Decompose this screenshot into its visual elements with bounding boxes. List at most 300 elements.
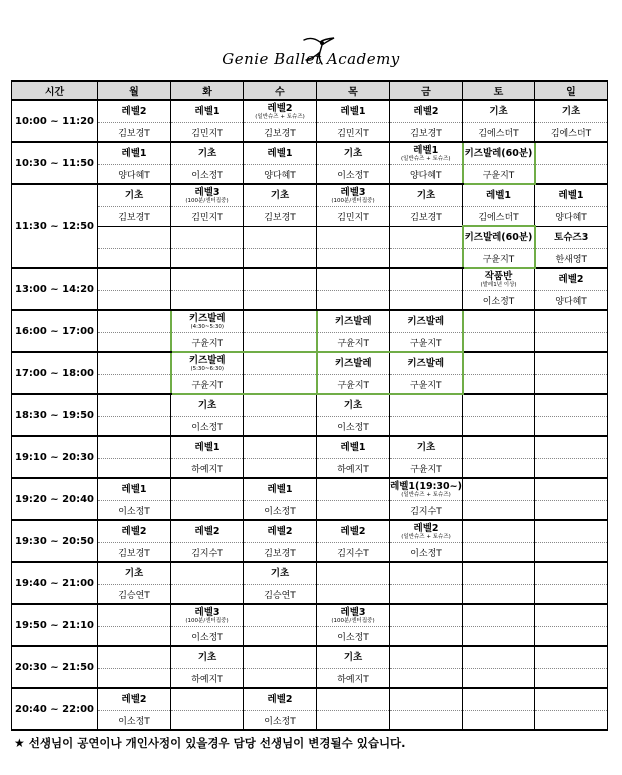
- timetable-row: [12, 268, 608, 291]
- class-cell: [317, 310, 390, 333]
- class-cell: [244, 688, 317, 711]
- timetable-row: [12, 543, 608, 563]
- teacher-name: 이소정T: [482, 296, 515, 307]
- class-cell: [244, 352, 317, 375]
- teacher-cell: [390, 669, 463, 689]
- class-cell: [317, 226, 390, 249]
- teacher-cell: [98, 123, 171, 143]
- teacher-name: 구윤지T: [409, 380, 442, 391]
- time-slot: 11:30 ~ 12:50: [12, 184, 98, 268]
- teacher-cell: [244, 291, 317, 311]
- timetable-row: [12, 711, 608, 731]
- teacher-cell: [98, 165, 171, 185]
- teacher-name: 구윤지T: [337, 338, 370, 349]
- notice-text: 선생님이 공연이나 개인사정이 있을경우 담당 선생님이 변경될수 있습니다.: [28, 736, 406, 750]
- teacher-cell: [463, 249, 535, 269]
- teacher-cell: [244, 417, 317, 437]
- logo-text: Genie Ballet Academy: [222, 50, 400, 68]
- teacher-cell: [171, 501, 244, 521]
- teacher-cell: [171, 165, 244, 185]
- class-cell: [171, 310, 244, 333]
- class-cell: [171, 562, 244, 585]
- teacher-name: 이소정T: [191, 422, 223, 433]
- teacher-name: 양다혜T: [264, 170, 296, 181]
- class-name: 레벨3: [340, 186, 366, 198]
- class-cell: [535, 604, 608, 627]
- header-day: 일: [535, 81, 608, 100]
- class-cell: [535, 310, 608, 333]
- class-name: 기초: [270, 190, 290, 201]
- class-name: 레벨2: [121, 106, 147, 117]
- class-name: 레벨1: [340, 442, 366, 453]
- class-cell: [390, 226, 463, 249]
- class-cell: [244, 310, 317, 333]
- class-cell: [317, 436, 390, 459]
- teacher-cell: [463, 627, 535, 647]
- class-cell: [463, 310, 535, 333]
- class-cell: [317, 478, 390, 501]
- teacher-cell: [317, 207, 390, 227]
- class-name: 기초: [343, 400, 363, 411]
- class-cell: [535, 394, 608, 417]
- teacher-name: 양다혜T: [555, 212, 587, 223]
- class-cell: [171, 226, 244, 249]
- teacher-name: 구윤지T: [410, 464, 442, 475]
- teacher-cell: [317, 585, 390, 605]
- class-cell: [244, 646, 317, 669]
- class-cell: [463, 478, 535, 501]
- teacher-cell: [244, 627, 317, 647]
- teacher-name: 하예지T: [337, 464, 369, 475]
- class-note: (4:30~5:30): [190, 323, 225, 330]
- class-name: 레벨1: [267, 148, 293, 159]
- teacher-name: 하예지T: [191, 674, 223, 685]
- timetable-row: [12, 142, 608, 165]
- class-note: (발레1년 이상): [480, 281, 517, 288]
- class-note: (100분/센터집중): [185, 197, 229, 204]
- teacher-cell: [317, 627, 390, 647]
- teacher-cell: [390, 543, 463, 563]
- class-cell: [535, 436, 608, 459]
- teacher-cell: [171, 333, 244, 353]
- teacher-cell: [244, 501, 317, 521]
- teacher-name: 구윤지T: [482, 170, 515, 181]
- class-cell: [390, 184, 463, 207]
- class-cell: [535, 268, 608, 291]
- weekday-header-row: [12, 81, 608, 100]
- time-slot: 16:00 ~ 17:00: [12, 310, 98, 352]
- class-cell: [463, 562, 535, 585]
- teacher-cell: [171, 207, 244, 227]
- teacher-name: 김보경T: [118, 212, 150, 223]
- teacher-name: 하예지T: [337, 674, 369, 685]
- class-cell: [463, 352, 535, 375]
- teacher-cell: [390, 123, 463, 143]
- timetable-row: [12, 646, 608, 669]
- teacher-cell: [463, 333, 535, 353]
- teacher-cell: [463, 123, 535, 143]
- class-name: 레벨3: [194, 186, 220, 198]
- class-name: 레벨3: [194, 606, 220, 618]
- class-cell: [98, 604, 171, 627]
- teacher-cell: [98, 669, 171, 689]
- class-name: 기초: [416, 190, 436, 201]
- class-cell: [463, 436, 535, 459]
- class-cell: [463, 394, 535, 417]
- academy-logo: [0, 36, 622, 76]
- class-cell: [317, 604, 390, 627]
- teacher-cell: [98, 585, 171, 605]
- class-cell: [535, 562, 608, 585]
- timetable-row: [12, 501, 608, 521]
- timetable-row: [12, 436, 608, 459]
- class-cell: [317, 100, 390, 123]
- teacher-cell: [390, 417, 463, 437]
- class-name: 기초: [270, 568, 290, 579]
- class-name: 레벨1: [194, 442, 220, 453]
- teacher-cell: [98, 375, 171, 395]
- teacher-cell: [171, 249, 244, 269]
- teacher-cell: [463, 501, 535, 521]
- class-name: 키즈발레: [407, 316, 445, 327]
- timetable-row: [12, 310, 608, 333]
- class-name: 키즈발레: [188, 354, 226, 366]
- header-time: 시간: [12, 81, 98, 100]
- teacher-cell: [317, 249, 390, 269]
- teacher-cell: [98, 459, 171, 479]
- class-name: 레벨2: [121, 694, 147, 705]
- class-cell: [244, 478, 317, 501]
- time-slot: 19:20 ~ 20:40: [12, 478, 98, 520]
- teacher-name: 구윤지T: [191, 338, 224, 349]
- class-cell: [390, 352, 463, 375]
- class-name: 레벨2: [267, 694, 293, 705]
- class-note: (100분/센터집중): [331, 197, 375, 204]
- class-cell: [463, 268, 535, 291]
- teacher-cell: [317, 375, 390, 395]
- teacher-cell: [390, 165, 463, 185]
- class-cell: [535, 352, 608, 375]
- class-cell: [98, 436, 171, 459]
- class-note: (일반슈즈 + 토슈즈): [401, 533, 451, 540]
- class-cell: [244, 268, 317, 291]
- class-cell: [463, 604, 535, 627]
- class-name: 레벨3: [340, 606, 366, 618]
- timetable-row: [12, 520, 608, 543]
- teacher-cell: [463, 585, 535, 605]
- class-cell: [98, 226, 171, 249]
- class-name: 레벨2: [267, 102, 293, 114]
- teacher-cell: [317, 291, 390, 311]
- class-cell: [535, 100, 608, 123]
- teacher-cell: [463, 711, 535, 731]
- teacher-cell: [317, 123, 390, 143]
- class-name: 레벨2: [558, 274, 584, 285]
- teacher-name: 김지수T: [337, 548, 369, 559]
- teacher-cell: [244, 711, 317, 731]
- class-cell: [244, 436, 317, 459]
- teacher-name: 김보경T: [118, 548, 150, 559]
- class-note: (100분/센터집중): [185, 617, 229, 624]
- teacher-cell: [244, 123, 317, 143]
- class-cell: [390, 562, 463, 585]
- teacher-name: 구윤지T: [337, 380, 370, 391]
- teacher-cell: [98, 417, 171, 437]
- header-day: 토: [463, 81, 535, 100]
- teacher-cell: [317, 333, 390, 353]
- class-name: 기초: [561, 106, 581, 117]
- teacher-cell: [244, 459, 317, 479]
- time-slot: 18:30 ~ 19:50: [12, 394, 98, 436]
- teacher-cell: [390, 207, 463, 227]
- teacher-cell: [535, 333, 608, 353]
- teacher-name: 김민지T: [191, 212, 223, 223]
- teacher-name: 김보경T: [410, 128, 442, 139]
- class-cell: [244, 226, 317, 249]
- teacher-cell: [390, 249, 463, 269]
- teacher-cell: [244, 669, 317, 689]
- class-cell: [390, 310, 463, 333]
- class-cell: [317, 142, 390, 165]
- class-cell: [98, 184, 171, 207]
- teacher-cell: [390, 501, 463, 521]
- class-cell: [317, 268, 390, 291]
- timetable-row: [12, 123, 608, 143]
- class-name: 레벨1: [340, 106, 366, 117]
- class-cell: [244, 142, 317, 165]
- timetable-row: [12, 184, 608, 207]
- class-cell: [98, 520, 171, 543]
- timetable-row: [12, 375, 608, 395]
- class-cell: [463, 688, 535, 711]
- teacher-name: 이소정T: [191, 632, 223, 643]
- class-cell: [171, 688, 244, 711]
- header-day: 월: [98, 81, 171, 100]
- class-name: 토슈즈3: [554, 231, 589, 243]
- class-cell: [171, 184, 244, 207]
- teacher-cell: [244, 333, 317, 353]
- class-cell: [171, 352, 244, 375]
- teacher-cell: [171, 585, 244, 605]
- class-note: (일반슈즈 + 토슈즈): [255, 113, 305, 120]
- class-name: 레벨2: [413, 106, 439, 117]
- teacher-name: 양다혜T: [555, 296, 587, 307]
- timetable-row: [12, 291, 608, 311]
- teacher-name: 구윤지T: [409, 338, 442, 349]
- teacher-name: 김에스더T: [550, 128, 592, 139]
- class-cell: [535, 478, 608, 501]
- teacher-cell: [535, 585, 608, 605]
- teacher-name: 이소정T: [191, 170, 223, 181]
- teacher-cell: [244, 165, 317, 185]
- teacher-cell: [535, 627, 608, 647]
- time-slot: 13:00 ~ 14:20: [12, 268, 98, 310]
- teacher-cell: [98, 333, 171, 353]
- class-cell: [98, 688, 171, 711]
- teacher-cell: [390, 333, 463, 353]
- teacher-name: 김보경T: [410, 212, 442, 223]
- teacher-cell: [171, 375, 244, 395]
- teacher-name: 김보경T: [264, 548, 296, 559]
- teacher-cell: [535, 543, 608, 563]
- teacher-cell: [390, 291, 463, 311]
- time-slot: 10:00 ~ 11:20: [12, 100, 98, 142]
- header-day: 수: [244, 81, 317, 100]
- class-name: 레벨1: [413, 144, 439, 156]
- timetable-row: [12, 478, 608, 501]
- class-name: 레벨1: [486, 190, 511, 201]
- class-name: 레벨2: [267, 526, 293, 537]
- class-cell: [390, 688, 463, 711]
- teacher-name: 김민지T: [337, 128, 369, 139]
- teacher-cell: [98, 207, 171, 227]
- class-cell: [244, 562, 317, 585]
- class-cell: [171, 436, 244, 459]
- teacher-cell: [244, 207, 317, 227]
- class-name: 키즈발레: [334, 358, 372, 369]
- class-cell: [463, 100, 535, 123]
- teacher-name: 구윤지T: [191, 380, 224, 391]
- class-cell: [317, 394, 390, 417]
- class-name: 레벨2: [194, 526, 220, 537]
- class-cell: [390, 646, 463, 669]
- teacher-name: 이소정T: [410, 548, 442, 559]
- teacher-cell: [317, 501, 390, 521]
- teacher-name: 이소정T: [118, 716, 150, 727]
- class-cell: [171, 646, 244, 669]
- time-slot: 19:50 ~ 21:10: [12, 604, 98, 646]
- teacher-cell: [535, 291, 608, 311]
- class-name: 레벨1: [121, 484, 147, 495]
- footer-notice: [14, 735, 406, 751]
- teacher-cell: [535, 165, 608, 185]
- class-cell: [98, 478, 171, 501]
- timetable-row: [12, 459, 608, 479]
- teacher-cell: [390, 627, 463, 647]
- class-cell: [535, 688, 608, 711]
- class-cell: [317, 646, 390, 669]
- class-cell: [98, 268, 171, 291]
- timetable-row: [12, 249, 608, 269]
- class-cell: [244, 520, 317, 543]
- teacher-name: 김민지T: [337, 212, 369, 223]
- teacher-cell: [98, 249, 171, 269]
- class-name: 기초: [416, 442, 436, 453]
- timetable-row: [12, 604, 608, 627]
- class-cell: [535, 184, 608, 207]
- teacher-name: 하예지T: [191, 464, 223, 475]
- teacher-cell: [171, 459, 244, 479]
- class-name: 작품반: [484, 270, 513, 282]
- teacher-name: 김지수T: [191, 548, 223, 559]
- timetable-row: [12, 688, 608, 711]
- class-cell: [535, 646, 608, 669]
- teacher-cell: [390, 711, 463, 731]
- teacher-cell: [535, 207, 608, 227]
- class-cell: [98, 562, 171, 585]
- class-name: 레벨1(19:30~): [390, 480, 462, 492]
- class-cell: [171, 478, 244, 501]
- teacher-cell: [535, 375, 608, 395]
- class-note: (일반슈즈 + 토슈즈): [400, 155, 451, 162]
- teacher-cell: [317, 711, 390, 731]
- teacher-cell: [535, 123, 608, 143]
- teacher-name: 김승연T: [118, 590, 150, 601]
- teacher-name: 김에스더T: [478, 212, 519, 223]
- class-name: 기초: [124, 568, 144, 579]
- timetable-row: [12, 352, 608, 375]
- class-cell: [463, 184, 535, 207]
- class-cell: [171, 604, 244, 627]
- class-name: 레벨1: [121, 148, 147, 159]
- teacher-cell: [171, 417, 244, 437]
- class-name: 키즈발레: [188, 312, 226, 324]
- teacher-name: 이소정T: [337, 632, 369, 643]
- teacher-cell: [98, 291, 171, 311]
- class-name: 기초: [489, 106, 508, 117]
- time-slot: 19:40 ~ 21:00: [12, 562, 98, 604]
- teacher-cell: [390, 459, 463, 479]
- teacher-name: 이소정T: [337, 170, 369, 181]
- teacher-cell: [244, 375, 317, 395]
- timetable-row: [12, 226, 608, 249]
- class-cell: [317, 520, 390, 543]
- class-name: 키즈발레: [407, 358, 445, 369]
- time-slot: 20:30 ~ 21:50: [12, 646, 98, 688]
- teacher-cell: [171, 543, 244, 563]
- class-name: 기초: [197, 400, 217, 411]
- class-cell: [244, 394, 317, 417]
- class-cell: [463, 646, 535, 669]
- class-cell: [171, 394, 244, 417]
- teacher-name: 양다혜T: [118, 170, 150, 181]
- class-cell: [98, 100, 171, 123]
- teacher-cell: [463, 207, 535, 227]
- class-name: 기초: [124, 190, 144, 201]
- teacher-name: 이소정T: [337, 422, 369, 433]
- class-cell: [98, 646, 171, 669]
- teacher-name: 이소정T: [264, 716, 296, 727]
- class-cell: [98, 142, 171, 165]
- class-cell: [535, 520, 608, 543]
- teacher-cell: [390, 375, 463, 395]
- teacher-name: 김에스더T: [478, 128, 519, 139]
- class-note: (5:30~6:30): [190, 365, 225, 372]
- class-cell: [244, 184, 317, 207]
- timetable-row: [12, 417, 608, 437]
- teacher-cell: [317, 543, 390, 563]
- class-cell: [244, 604, 317, 627]
- teacher-cell: [535, 711, 608, 731]
- teacher-cell: [535, 249, 608, 269]
- class-cell: [171, 142, 244, 165]
- class-cell: [463, 142, 535, 165]
- teacher-cell: [171, 711, 244, 731]
- class-cell: [317, 184, 390, 207]
- class-name: 기초: [197, 652, 217, 663]
- teacher-cell: [98, 543, 171, 563]
- class-name: 키즈발레(60분): [464, 232, 533, 243]
- class-cell: [535, 142, 608, 165]
- teacher-name: 김승연T: [264, 590, 296, 601]
- class-cell: [317, 688, 390, 711]
- teacher-cell: [244, 249, 317, 269]
- class-cell: [98, 352, 171, 375]
- teacher-cell: [535, 417, 608, 437]
- teacher-cell: [463, 543, 535, 563]
- timetable-row: [12, 562, 608, 585]
- class-cell: [463, 520, 535, 543]
